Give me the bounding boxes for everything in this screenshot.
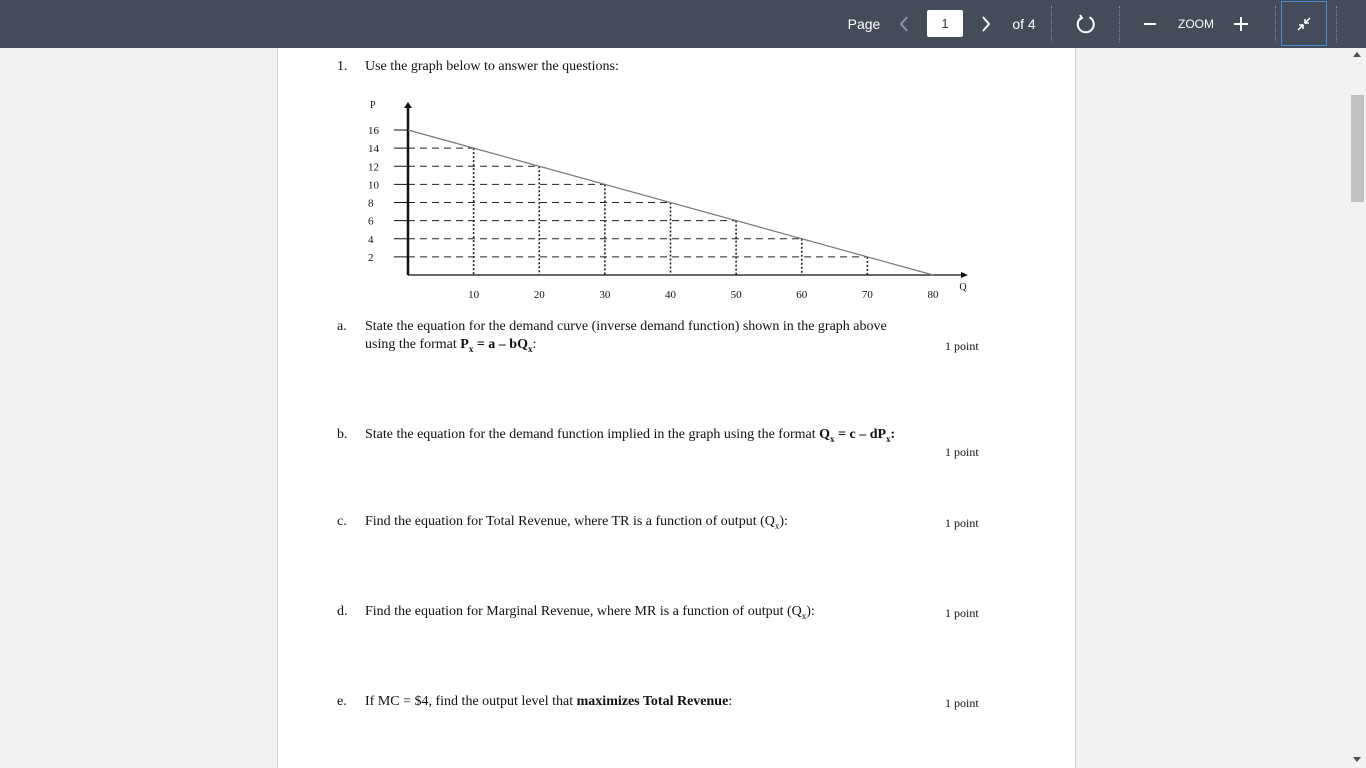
collapse-icon: [1294, 14, 1314, 34]
scroll-up-arrow[interactable]: [1353, 52, 1361, 57]
y-tick-label: 12: [368, 161, 379, 174]
exit-fullscreen-button[interactable]: [1281, 1, 1327, 46]
question-text: Use the graph below to answer the questions:: [365, 59, 619, 74]
minus-icon: [1142, 16, 1158, 32]
next-page-button[interactable]: [976, 0, 996, 48]
part-d-text-post: ):: [806, 604, 815, 619]
part-a-eq-p: P: [460, 337, 469, 352]
rotate-icon: [1075, 13, 1097, 35]
part-d-sub: x: [801, 610, 807, 621]
part-e-bold: maximizes Total Revenue: [576, 694, 729, 709]
part-a-text: State the equation for the demand curve (inverse demand function) shown in the graph above: [365, 319, 887, 334]
scrollbar-thumb[interactable]: [1351, 95, 1364, 202]
rotate-button[interactable]: [1072, 0, 1100, 48]
part-a-points: 1 point: [945, 339, 979, 353]
y-tick-label: 8: [368, 197, 374, 210]
part-letter-e: e.: [337, 694, 347, 709]
part-d-points: 1 point: [945, 606, 979, 620]
part-b-text-pre: State the equation for the demand function implied in the graph using the format: [365, 427, 820, 442]
part-c-sub: x: [774, 520, 780, 531]
toolbar-separator: [1275, 6, 1276, 42]
toolbar-separator: [1336, 6, 1337, 42]
y-tick-label: 4: [368, 233, 374, 246]
part-letter-d: d.: [337, 604, 348, 619]
pdf-toolbar: [0, 0, 1366, 48]
part-a-format-pre: using the format: [365, 337, 461, 352]
part-a-eq-mid: = a – bQ: [473, 337, 528, 352]
x-tick-label: 30: [599, 289, 611, 301]
part-e-text-post: :: [728, 694, 733, 709]
plus-icon: [1232, 15, 1250, 33]
zoom-in-button[interactable]: [1229, 0, 1253, 48]
zoom-label: ZOOM: [1178, 17, 1214, 31]
toolbar-separator: [1051, 6, 1052, 42]
x-tick-label: 10: [468, 289, 480, 301]
x-tick-label: 60: [796, 289, 808, 301]
y-tick-label: 2: [368, 251, 374, 264]
part-c-text-pre: Find the equation for Total Revenue, where TR is a function of output (Q: [365, 514, 775, 529]
part-c-points: 1 point: [945, 516, 979, 530]
x-axis-arrow: [961, 272, 968, 278]
part-b-eq-end: :: [890, 427, 896, 442]
part-a-eq-sub2: x: [527, 343, 533, 354]
toolbar-separator: [1119, 6, 1120, 42]
page-count-label: of 4: [1012, 16, 1036, 32]
part-e-text-pre: If MC = $4, find the output level that: [365, 694, 577, 709]
part-a-format-post: :: [532, 337, 537, 352]
zoom-out-button[interactable]: [1138, 0, 1162, 48]
pdf-page: [277, 48, 1076, 768]
page-number-input[interactable]: [927, 10, 963, 37]
x-tick-label: 80: [927, 289, 939, 301]
chevron-left-icon: [898, 15, 910, 33]
chevron-right-icon: [980, 15, 992, 33]
part-e-points: 1 point: [945, 696, 979, 710]
part-a-eq-sub: x: [468, 343, 474, 354]
part-c-text: [365, 514, 788, 531]
part-b-text: [365, 427, 895, 444]
part-b-eq-q: Q: [819, 427, 830, 442]
page-label: Page: [847, 16, 881, 32]
part-d-text-pre: Find the equation for Marginal Revenue, where MR is a function of output (Q: [365, 604, 802, 619]
part-letter-a: a.: [337, 319, 347, 334]
y-axis-arrow: [404, 102, 412, 108]
part-b-eq-sub: x: [830, 433, 835, 444]
part-letter-c: c.: [337, 514, 347, 529]
part-letter-b: b.: [337, 427, 348, 442]
previous-page-button[interactable]: [894, 0, 914, 48]
x-tick-label: 70: [861, 289, 873, 301]
x-tick-label: 50: [730, 289, 742, 301]
part-b-eq-sub2: x: [886, 433, 891, 444]
part-a-format: [365, 337, 536, 354]
x-tick-label: 40: [665, 289, 676, 301]
y-axis-label: P: [370, 100, 376, 111]
y-tick-label: 16: [368, 125, 379, 137]
x-axis-label: Q: [959, 282, 967, 293]
y-tick-label: 6: [368, 215, 374, 228]
y-tick-label: 14: [368, 143, 379, 156]
question-number: 1.: [337, 59, 348, 74]
x-tick-label: 20: [533, 289, 545, 301]
part-c-text-post: ):: [779, 514, 788, 529]
part-d-text: [365, 604, 815, 621]
scroll-down-arrow[interactable]: [1353, 757, 1361, 762]
part-e-text: [365, 694, 732, 710]
part-b-eq-mid: = c – dP: [834, 427, 887, 442]
demand-chart: [358, 98, 978, 308]
part-b-points: 1 point: [945, 445, 979, 459]
y-tick-label: 10: [368, 179, 379, 192]
